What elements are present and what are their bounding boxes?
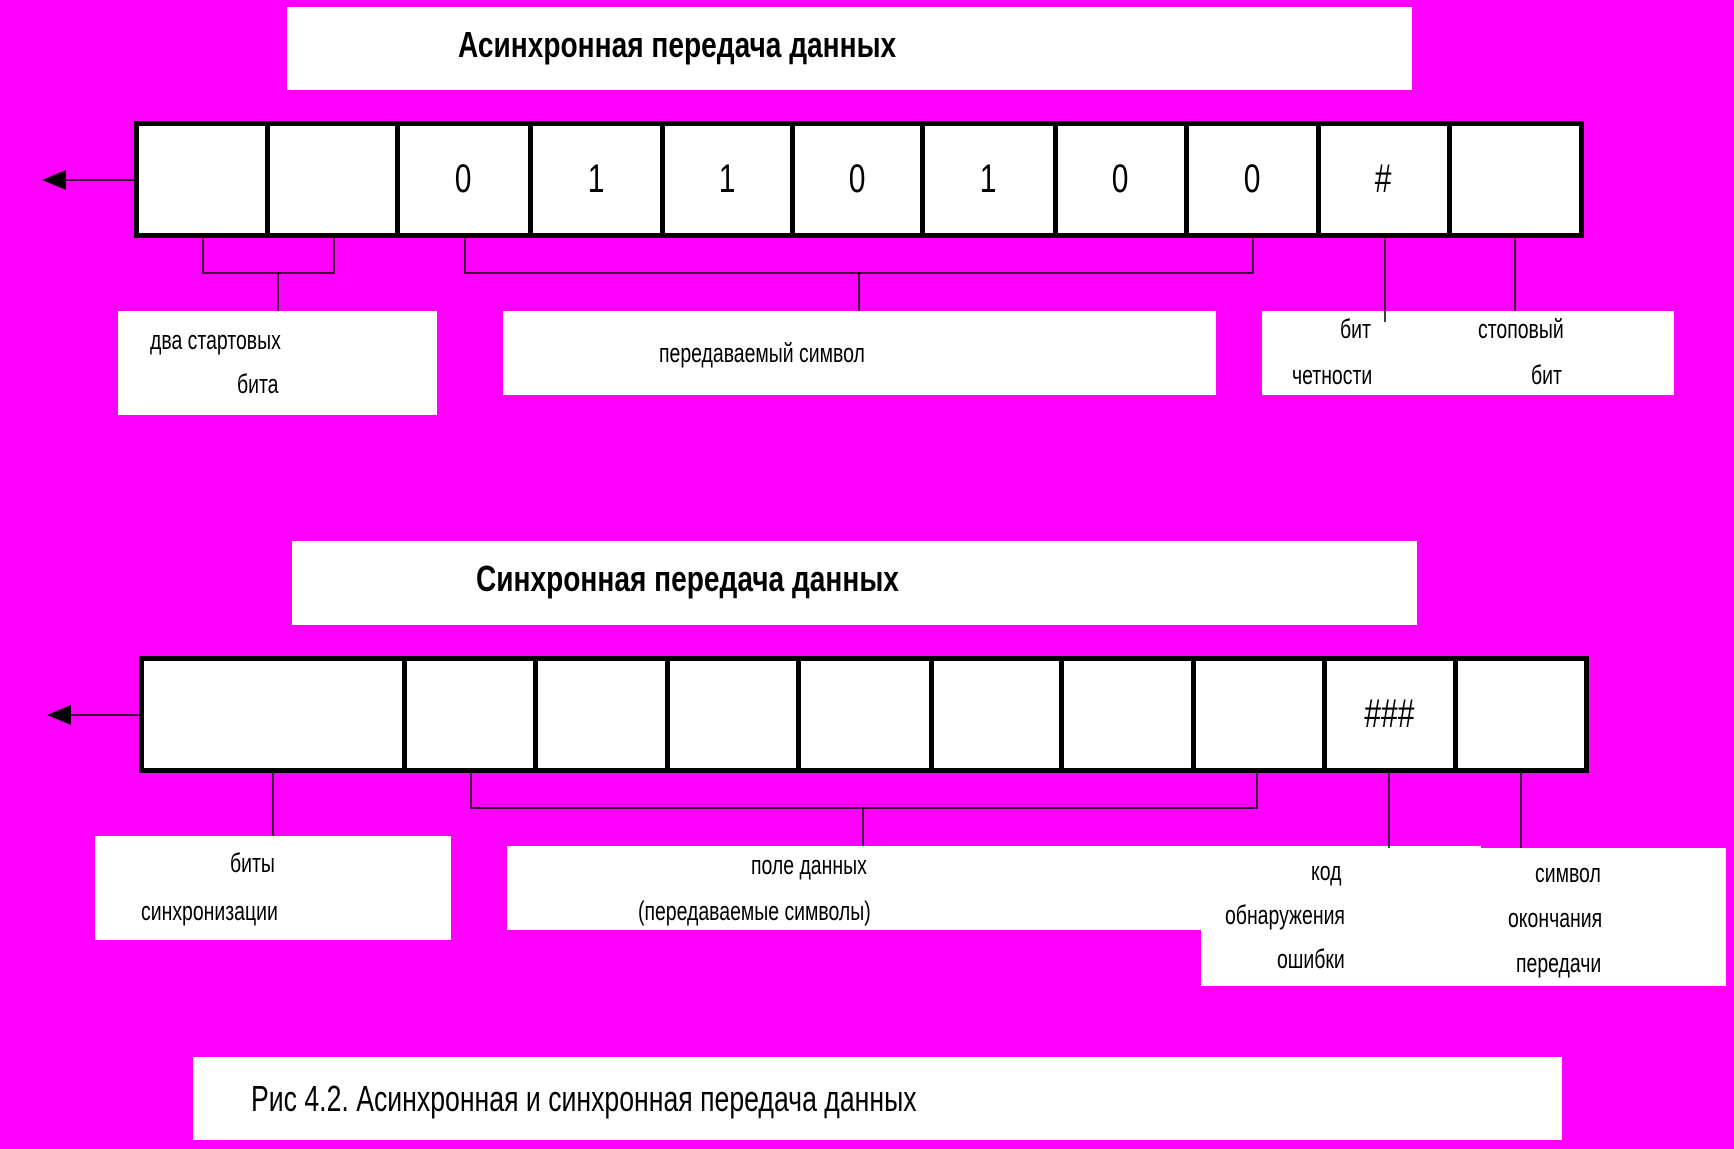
sync-end-symbol-label-line3: передачи [1516,948,1602,978]
sync-error-code-label-line2: обнаружения [1225,900,1345,930]
async-title: Асинхронная передача данных [458,24,897,65]
sync-data-field-label-line2: (передаваемые символы) [638,896,871,926]
async-start-bits-bracket [203,238,334,273]
async-stop-label-line1: стоповый [1478,314,1564,344]
sync-bits-label-line2: синхронизации [141,896,278,926]
sync-error-code-label-line3: ошибки [1277,944,1345,974]
sync-error-code-label-line1: код [1311,856,1342,886]
async-stop-label-line2: бит [1531,360,1562,390]
async-cell-bit-6: 0 [1055,124,1186,235]
async-symbol-bracket [465,238,1253,273]
async-cell-bit-3: 1 [662,124,792,235]
async-cell-bit-2: 1 [530,124,662,235]
async-arrow-head-icon [42,170,66,190]
sync-data-field-label-line1: поле данных [751,850,867,880]
sync-end-symbol-label-line2: окончания [1508,903,1603,933]
sync-bits-label-line1: биты [230,848,275,878]
async-cell-bit-7: 0 [1186,124,1318,235]
sync-cell-error-code: ### [1324,659,1455,770]
async-cell-bit-4: 0 [792,124,922,235]
sync-end-symbol-label-line1: символ [1535,858,1601,888]
async-parity-label-line1: бит [1340,314,1371,344]
figure-caption: Рис 4.2. Асинхронная и синхронная передача данных [251,1078,917,1119]
async-symbol-label: передаваемый символ [659,338,865,368]
async-start-bits-label-line1: два стартовых [150,325,281,355]
async-cell-parity: # [1318,124,1449,235]
async-cell-bit-5: 1 [922,124,1055,235]
async-start-bits-label-line2: бита [237,369,279,399]
sync-title: Синхронная передача данных [476,558,899,599]
async-parity-label-line2: четности [1292,360,1373,390]
sync-arrow-head-icon [47,705,71,725]
async-cell-bit-1: 0 [397,124,530,235]
sync-data-field-bracket [471,773,1257,808]
